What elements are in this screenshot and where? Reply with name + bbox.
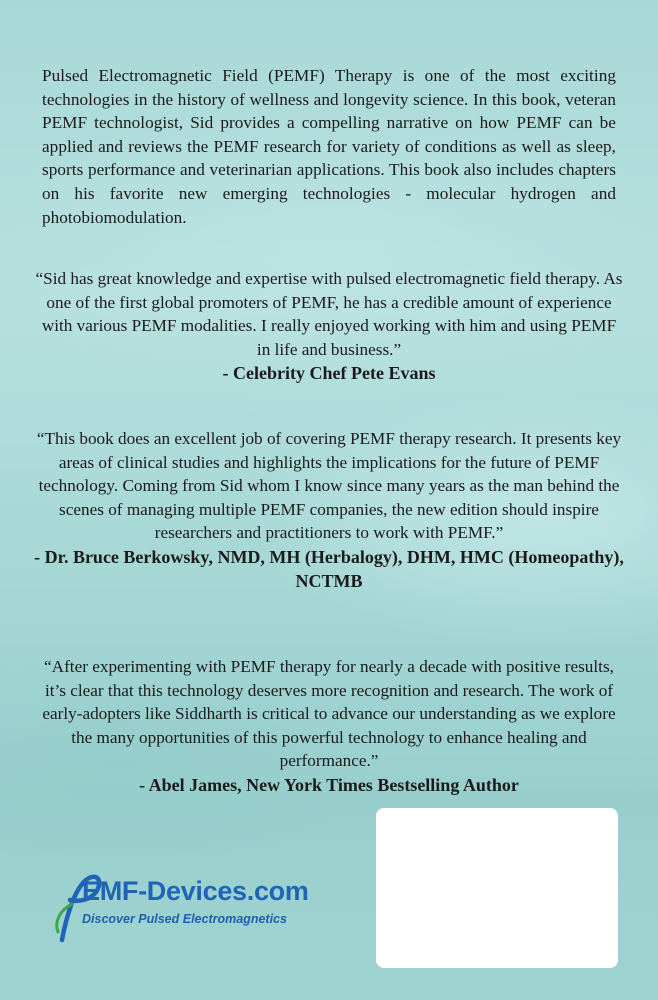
testimonial-text: “This book does an excellent job of covering PEMF therapy research. It presents key areas of clinical studies and highlights the implications for the future of PEMF technology. Coming from Sid whom I know since many years as the man behind the scenes of managing multiple PEMF companies, the new edition should inspire researchers and practitioners to work with PEMF.”	[36, 429, 622, 543]
back-cover-blurb: Pulsed Electromagnetic Field (PEMF) Therapy is one of the most exciting technologies in the history of wellness and longevity science. In this book, veteran PEMF technologist, Sid provides a compelling narrative on how PEMF can be applied and reviews the PEMF research for variety of conditions as well as sleep, sports performance and veterinarian applications. This book also includes chapters on his favorite new emerging technologies - molecular hydrogen and photobiomodulation.	[42, 66, 616, 227]
testimonial-text: “After experimenting with PEMF therapy for nearly a decade with positive results, it’s clear that this technology deserves more recognition and research. The work of early-adopters like Siddharth is critical to advance our understanding as we explore the many opportunities of this powerful technology to enhance healing and performance.”	[42, 657, 616, 771]
testimonial-quote	[34, 427, 624, 593]
testimonial-attribution: - Celebrity Chef Pete Evans	[222, 363, 436, 384]
barcode-placeholder	[376, 808, 618, 968]
pemf-devices-logo	[52, 866, 352, 946]
testimonial-attribution: - Abel James, New York Times Bestselling Author	[139, 774, 519, 795]
testimonial-text: “Sid has great knowledge and expertise with pulsed electromagnetic field therapy. As one of the first global promoters of PEMF, he has a credible amount of experience with various PEMF modalities. I really enjoyed working with him and using PEMF in life and business.”	[35, 269, 623, 359]
testimonial-quote	[34, 655, 624, 797]
logo-wordmark: EMF-Devices.com	[82, 876, 309, 906]
testimonial-quote	[34, 267, 624, 385]
logo-tagline: Discover Pulsed Electromagnetics	[82, 912, 287, 926]
testimonial-attribution: - Dr. Bruce Berkowsky, NMD, MH (Herbalogy), DHM, HMC (Homeopathy), NCTMB	[34, 546, 624, 591]
